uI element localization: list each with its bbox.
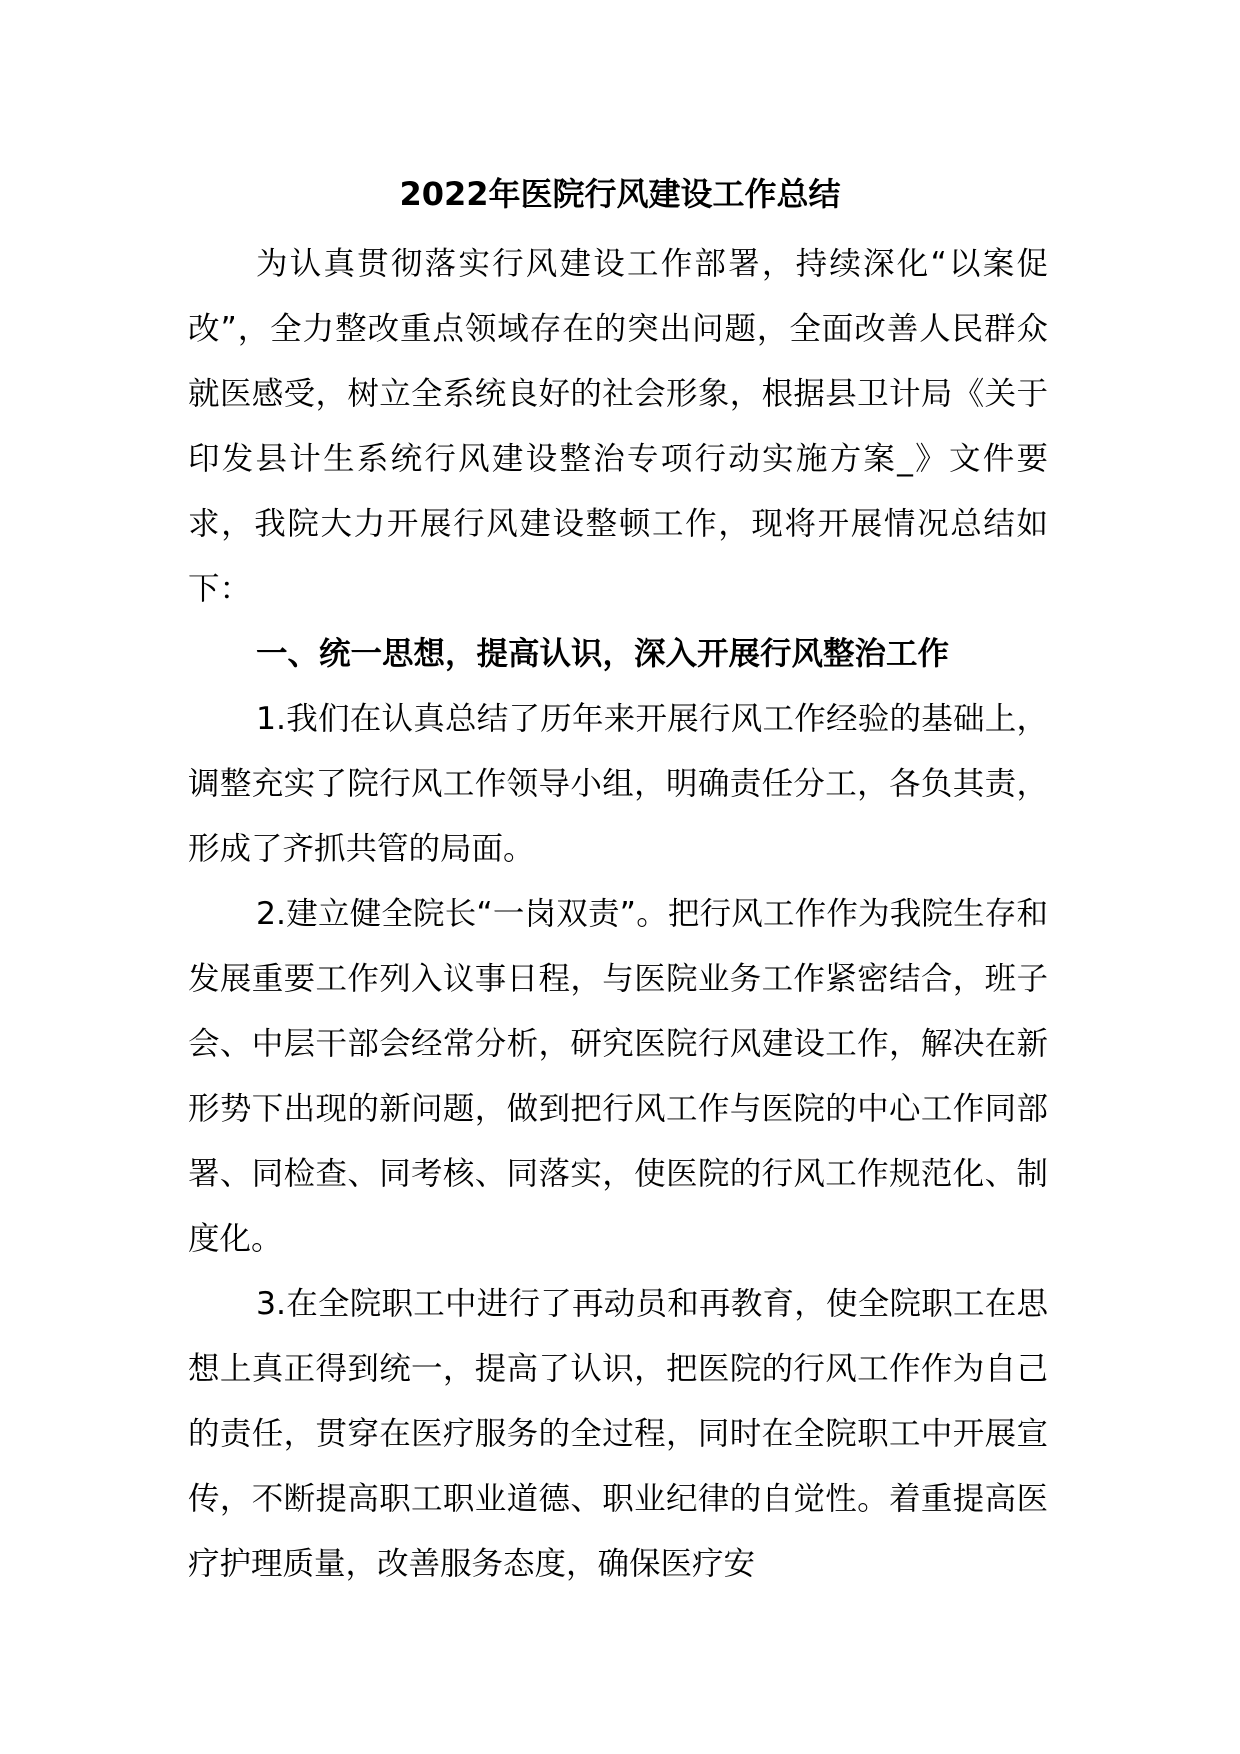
intro-paragraph: 为认真贯彻落实行风建设工作部署，持续深化“以案促改”，全力整改重点领域存在的突出问题，全面改善人民群众就医感受，树立全系统良好的社会形象，根据县卫计局《关于印发县计生系统行风建设整治专项行动实施方案_》文件要求，我院大力开展行风建设整顿工作，现将开展情况总结如下： (188, 246, 1048, 607)
item-paragraph-2: 2.建立健全院长“一岗双责”。把行风工作作为我院生存和发展重要工作列入议事日程，与医院业务工作紧密结合，班子会、中层干部会经常分析，研究医院行风建设工作，解决在新形势下出现的新问题，做到把行风工作与医院的中心工作同部署、同检查、同考核、同落实，使医院的行风工作规范化、制度化。 (188, 896, 1048, 1257)
item-paragraph-1: 1.我们在认真总结了历年来开展行风工作经验的基础上，调整充实了院行风工作领导小组，明确责任分工，各负其责，形成了齐抓共管的局面。 (188, 701, 1048, 867)
item-paragraph-3: 3.在全院职工中进行了再动员和再教育，使全院职工在思想上真正得到统一，提高了认识，把医院的行风工作作为自己的责任，贯穿在医疗服务的全过程，同时在全院职工中开展宣传，不断提高职工职业道德、职业纪律的自觉性。着重提高医疗护理质量，改善服务态度，确保医疗安 (188, 1286, 1048, 1582)
section-heading-1: 一、统一思想，提高认识，深入开展行风整治工作 (256, 636, 950, 672)
document-body (188, 232, 1048, 1597)
document-title: 2022年医院行风建设工作总结 (399, 175, 841, 213)
